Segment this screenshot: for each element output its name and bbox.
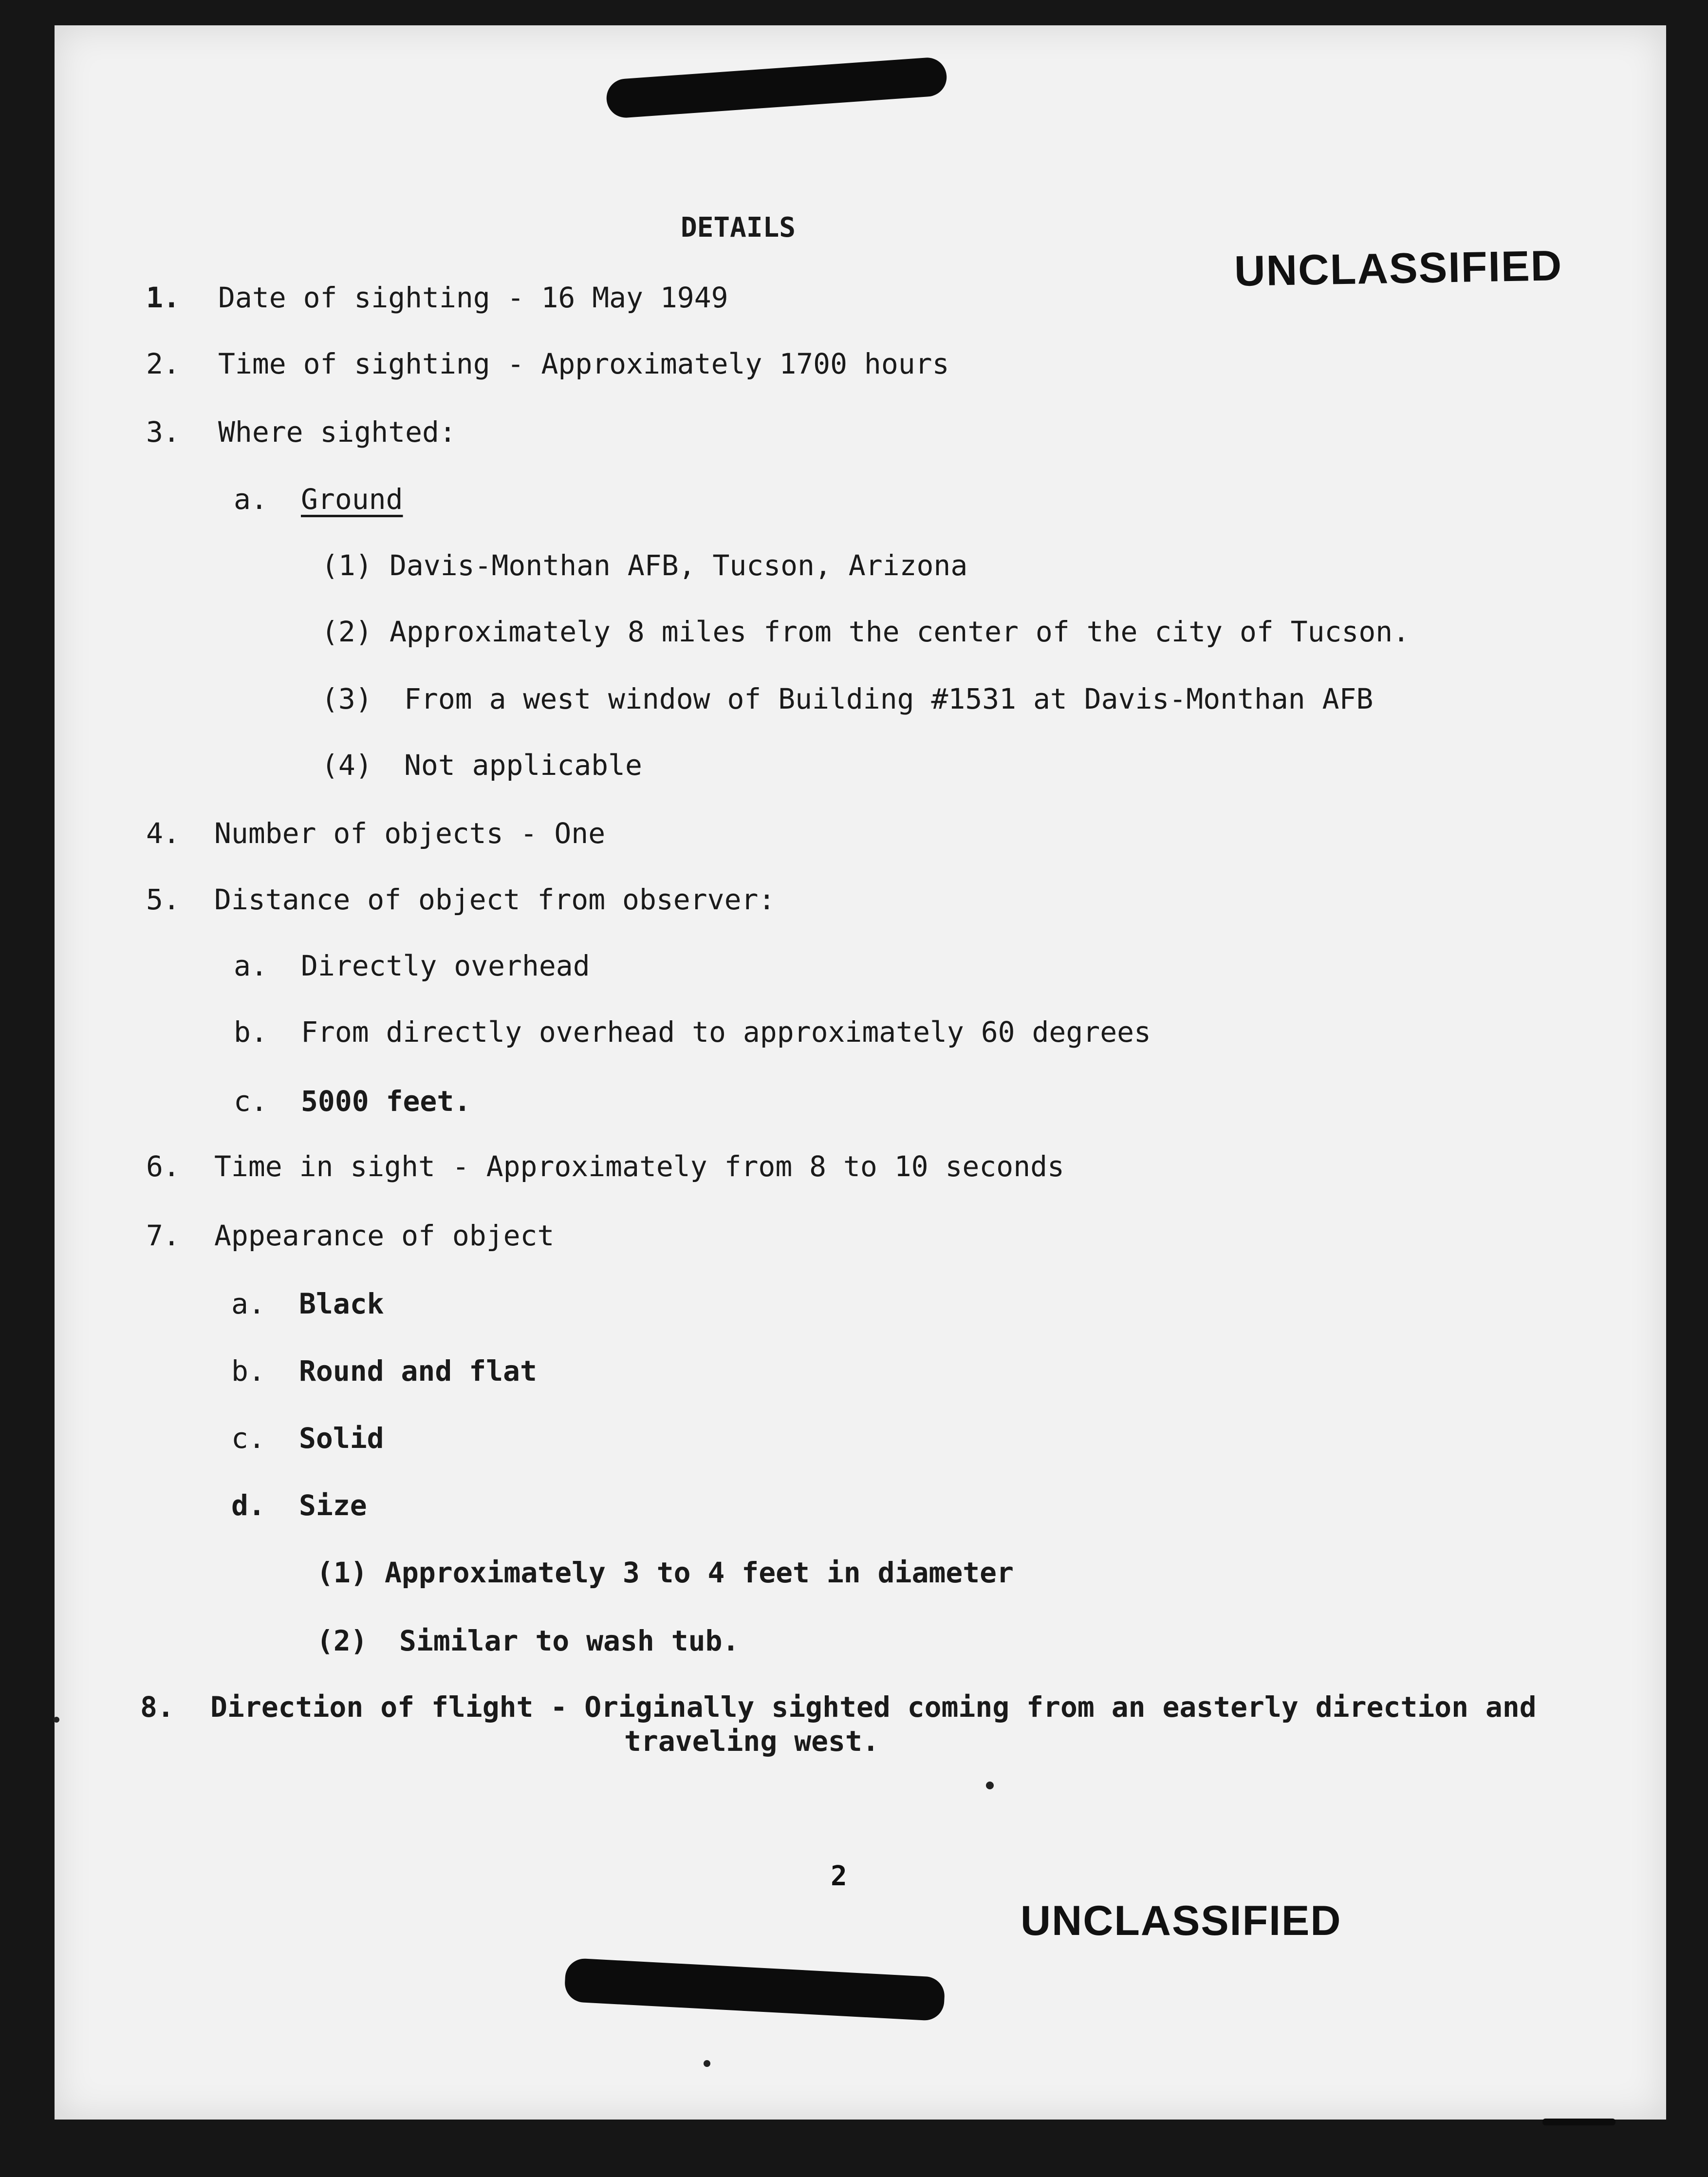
scan-speck xyxy=(54,1717,59,1723)
item-text: Direction of flight - Originally sighted coming from an easterly direction and xyxy=(210,1690,1537,1724)
item-subnumber: (2) xyxy=(316,1624,368,1657)
item-text: Directly overhead xyxy=(301,949,590,982)
classification-stamp-top: UNCLASSIFIED xyxy=(1234,241,1563,295)
item-letter: a. xyxy=(234,483,268,516)
item-text: Time of sighting - Approximately 1700 hours xyxy=(218,347,949,380)
page-number: 2 xyxy=(831,1860,847,1892)
item-subnumber: (4) xyxy=(321,749,372,782)
item-text: Number of objects - One xyxy=(214,817,606,850)
item-text: Distance of object from observer: xyxy=(214,883,776,916)
item-number: 3. xyxy=(146,415,180,449)
item-number: 1. xyxy=(146,281,180,314)
item-number: 5. xyxy=(146,883,180,916)
document-page xyxy=(55,25,1666,2120)
item-subnumber: (3) xyxy=(321,682,372,715)
scan-speck xyxy=(704,2060,710,2067)
scan-speck xyxy=(986,1782,994,1789)
item-text: traveling west. xyxy=(624,1725,879,1758)
item-text-ground: Ground xyxy=(301,483,403,516)
item-text: Round and flat xyxy=(299,1354,537,1388)
item-subnumber: (2) xyxy=(321,615,372,648)
item-letter: d. xyxy=(231,1489,265,1522)
document-heading: DETAILS xyxy=(681,212,796,244)
item-text: Size xyxy=(299,1489,367,1522)
scan-edge-mark xyxy=(1542,2119,1615,2125)
item-subnumber: (1) xyxy=(321,549,372,582)
item-letter: a. xyxy=(234,949,268,982)
item-number: 2. xyxy=(146,347,180,380)
classification-stamp-bottom: UNCLASSIFIED xyxy=(1021,1897,1342,1944)
item-letter: a. xyxy=(231,1287,265,1320)
item-text: From directly overhead to approximately 60 degrees xyxy=(301,1015,1151,1049)
item-text: Date of sighting - 16 May 1949 xyxy=(218,281,728,314)
item-text: 5000 feet. xyxy=(301,1085,471,1118)
item-number: 4. xyxy=(146,817,180,850)
item-text: Black xyxy=(299,1287,384,1320)
item-number: 8. xyxy=(140,1690,174,1724)
item-text: Not applicable xyxy=(404,749,642,782)
item-text: Where sighted: xyxy=(218,415,456,449)
item-text: From a west window of Building #1531 at Davis-Monthan AFB xyxy=(404,682,1374,715)
item-number: 7. xyxy=(146,1219,180,1252)
item-subnumber: (1) xyxy=(316,1556,368,1589)
item-letter: b. xyxy=(231,1354,265,1388)
item-letter: b. xyxy=(234,1015,268,1049)
item-text: Davis-Monthan AFB, Tucson, Arizona xyxy=(390,549,968,582)
item-text: Similar to wash tub. xyxy=(399,1624,740,1657)
item-letter: c. xyxy=(234,1085,268,1118)
item-text: Appearance of object xyxy=(214,1219,555,1252)
item-text: Approximately 8 miles from the center of the city of Tucson. xyxy=(390,615,1410,648)
item-text: Approximately 3 to 4 feet in diameter xyxy=(385,1556,1014,1589)
item-number: 6. xyxy=(146,1150,180,1183)
item-letter: c. xyxy=(231,1422,265,1455)
item-text: Solid xyxy=(299,1422,384,1455)
item-text: Time in sight - Approximately from 8 to 10 seconds xyxy=(214,1150,1064,1183)
